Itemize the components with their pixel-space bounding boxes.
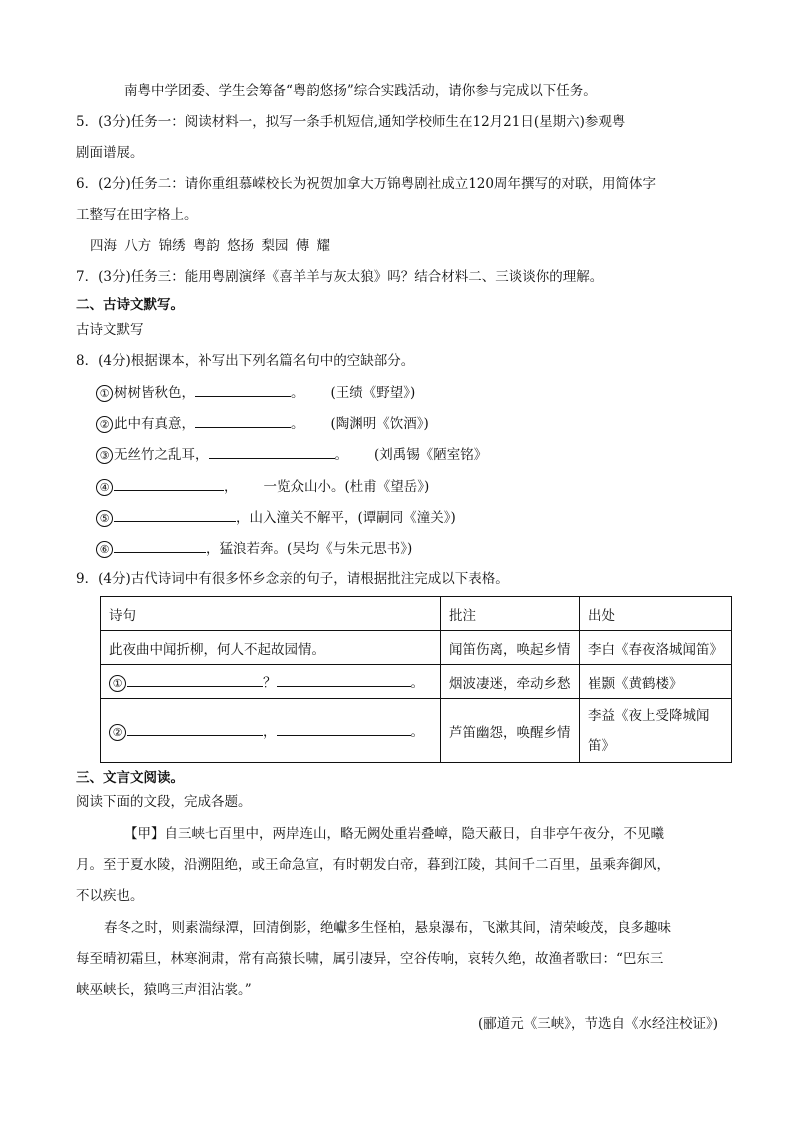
row-number: ②	[109, 724, 126, 741]
item-prefix: 此中有真意，	[114, 416, 195, 432]
source-cell: 李白《春夜洛城闻笛》	[580, 631, 732, 665]
table-row	[101, 665, 732, 699]
q8-item-3	[96, 444, 487, 465]
answer-blank[interactable]	[195, 413, 291, 428]
item-suffix: ，	[224, 479, 238, 495]
answer-blank[interactable]	[114, 507, 236, 522]
table-row	[101, 631, 732, 665]
row-number: ①	[109, 675, 126, 692]
note-cell: 烟波凄迷，牵动乡愁	[441, 665, 580, 699]
section-2-title: 二、古诗文默写。	[76, 297, 184, 313]
q8-item-2	[96, 413, 429, 434]
table-header-row	[101, 597, 732, 631]
question-7: 7．(3分)任务三：能用粤剧演绎《喜羊羊与灰太狼》吗？结合材料二、三谈谈你的理解。	[76, 269, 604, 285]
question-9-stem: 9．(4分)古代诗词中有很多怀乡念亲的句子，请根据批注完成以下表格。	[76, 571, 509, 587]
item-source: (王绩《野望》)	[330, 385, 416, 401]
source-cell	[580, 699, 732, 763]
q8-item-4	[96, 476, 429, 497]
passage-line: 月。至于夏水陵，沿溯阻绝，或王命急宣，有时朝发白帝，暮到江陵，其间千二百里，虽乘奔御风，	[76, 857, 670, 873]
item-prefix: 无丝竹之乱耳，	[114, 447, 209, 463]
answer-blank[interactable]	[195, 382, 291, 397]
section-3-title: 三、文言文阅读。	[76, 770, 184, 786]
item-source: 一览众山小。(杜甫《望岳》)	[263, 479, 430, 495]
poem-table	[100, 596, 732, 763]
poem-cell: 此夜曲中闻折柳，何人不起故园情。	[101, 631, 441, 665]
end-punct: 。	[410, 724, 424, 740]
answer-blank[interactable]	[114, 476, 224, 491]
q8-item-6	[96, 538, 412, 559]
header-poem: 诗句	[101, 597, 441, 631]
answer-blank[interactable]	[127, 672, 263, 687]
passage-line: 峡巫峡长，猿鸣三声泪沾裳。”	[76, 982, 252, 998]
answer-blank[interactable]	[114, 538, 206, 553]
question-6-line-1: 6．(2分)任务二：请你重组慕嵘校长为祝贺加拿大万锦粤剧社成立120周年撰写的对联，用简体字	[76, 176, 656, 192]
answer-blank[interactable]	[277, 721, 411, 736]
section-3-instruction: 阅读下面的文段，完成各题。	[76, 794, 252, 810]
poem-cell	[101, 665, 441, 699]
table-row	[101, 699, 732, 763]
header-source: 出处	[580, 597, 732, 631]
question-8-stem: 8．(4分)根据课本，补写出下列名篇名句中的空缺部分。	[76, 353, 415, 369]
passage-line: 不以疾也。	[76, 888, 144, 904]
item-suffix: ，山入潼关不解平，(谭嗣同《潼关》)	[236, 510, 456, 526]
q8-item-1	[96, 382, 415, 403]
end-punct: 。	[410, 675, 424, 691]
question-5-line-1: 5．(3分)任务一：阅读材料一，拟写一条手机短信,通知学校师生在12月21日(星期六)参观粤	[76, 114, 626, 130]
item-number: ⑤	[96, 510, 113, 527]
item-suffix: 。	[334, 447, 348, 463]
question-5-line-2: 剧面谱展。	[76, 145, 144, 161]
passage-source: (郦道元《三峡》，节选自《水经注校证》)	[477, 1016, 718, 1032]
separator: ？	[263, 675, 277, 691]
passage-line: 春冬之时，则素湍绿潭，回清倒影，绝巘多生怪柏，悬泉瀑布，飞漱其间，清荣峻茂，良多趣味	[104, 920, 671, 936]
header-note: 批注	[441, 597, 580, 631]
item-number: ②	[96, 416, 113, 433]
item-prefix: 树树皆秋色，	[114, 385, 195, 401]
item-number: ④	[96, 479, 113, 496]
separator: ，	[263, 724, 277, 740]
q8-item-5	[96, 507, 456, 528]
section-2-subtitle: 古诗文默写	[76, 322, 144, 338]
answer-blank[interactable]	[209, 444, 335, 459]
question-6-line-2: 工整写在田字格上。	[76, 207, 198, 223]
item-source: (陶渊明《饮酒》)	[330, 416, 429, 432]
note-cell: 芦笛幽怨，唤醒乡情	[441, 699, 580, 763]
passage-line: 【甲】自三峡七百里中，两岸连山，略无阙处重岩叠嶂，隐天蔽日，自非亭午夜分，不见曦	[124, 826, 664, 842]
item-suffix: 。	[291, 385, 305, 401]
item-suffix: ，猛浪若奔。(吴均《与朱元思书》)	[206, 541, 413, 557]
note-cell: 闻笛伤离，唤起乡情	[441, 631, 580, 665]
passage-line: 每至晴初霜旦，林寒涧肃，常有高猿长啸，属引凄异，空谷传响，哀转久绝，故渔者歌曰：“巴东三	[76, 951, 664, 967]
source-line-1: 李益《夜上受降城闻	[588, 707, 710, 724]
item-suffix: 。	[291, 416, 305, 432]
answer-blank[interactable]	[127, 721, 263, 736]
item-number: ⑥	[96, 541, 113, 558]
poem-cell	[101, 699, 441, 763]
answer-blank[interactable]	[277, 672, 411, 687]
item-source: (刘禹锡《陋室铭》	[374, 447, 488, 463]
source-cell: 崔颢《黄鹤楼》	[580, 665, 732, 699]
couplet-word-bank: 四海 八方 锦绣 粤韵 悠扬 梨园 傳 耀	[90, 238, 331, 254]
item-number: ①	[96, 385, 113, 402]
source-line-2: 笛》	[588, 737, 615, 754]
item-number: ③	[96, 447, 113, 464]
intro-paragraph: 南粤中学团委、学生会筹备“粤韵悠扬”综合实践活动，请你参与完成以下任务。	[124, 83, 597, 99]
